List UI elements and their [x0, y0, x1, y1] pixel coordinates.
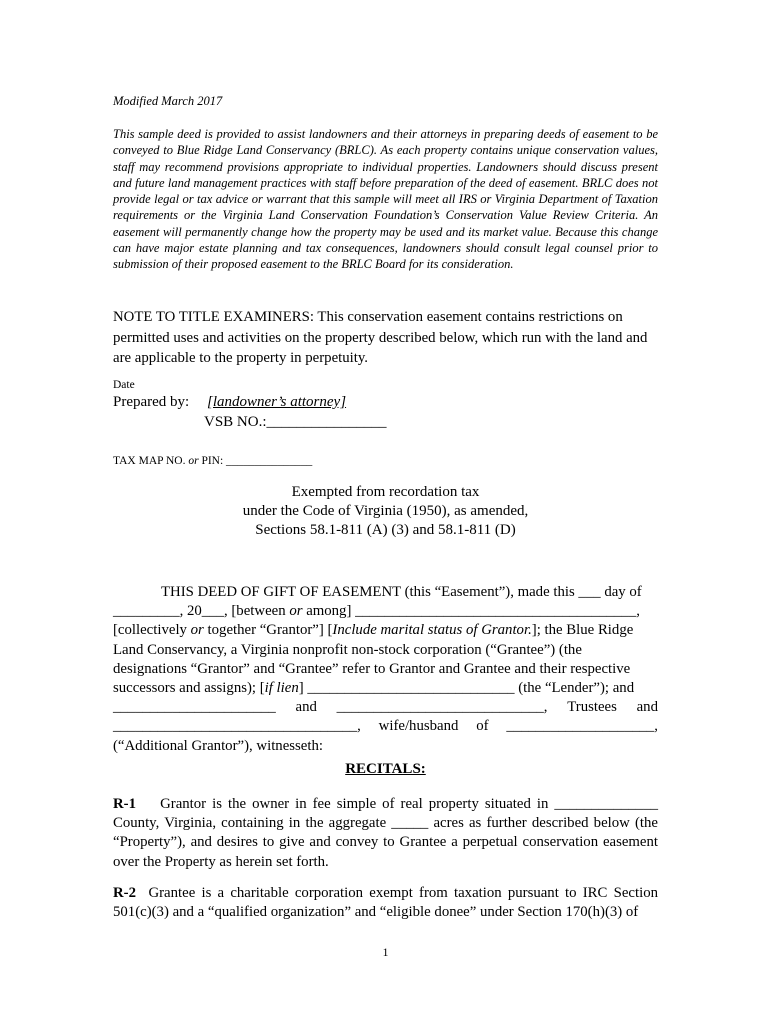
deed-line-5-text: designations “Grantor” and “Grantee” refer to Grantor and Grantee and their respective [113, 660, 631, 677]
recital-r1-label: R-1 [113, 796, 137, 812]
recital-r1 [113, 795, 658, 872]
recitals-heading: RECITALS: [345, 761, 426, 777]
deed-wife-husband: wife/husband [378, 718, 459, 735]
exempt-line-2: under the Code of Virginia (1950), as amended, [242, 503, 529, 520]
deed-of-blank: ____________________, [506, 718, 658, 735]
deed-trustee-blank-2: ____________________________, [336, 699, 548, 716]
deed-line-9: (“Additional Grantor”), witnesseth: [113, 737, 323, 754]
recital-r1-text: Grantor is the owner in fee simple of real property situated in ______________ County, Virginia, containing in the aggregate _____ acres as further described below (the “Property”), and desires to give and convey to Grantee a perpetual conservation easement over the Property as herein set forth. [113, 796, 658, 870]
recital-r2-label: R-2 [113, 885, 137, 901]
deed-collectively: [collectively [113, 622, 187, 639]
deed-and-2: and [636, 699, 658, 716]
deed-of: of [476, 718, 489, 735]
deed-trustees: Trustees [567, 699, 617, 716]
deed-or-2: or [190, 622, 204, 639]
deed-preamble [113, 583, 658, 756]
deed-trustee-blank-1: ______________________ [113, 699, 276, 716]
deed-line-3 [113, 621, 658, 640]
deed-blue-ridge: ]; the Blue Ridge [531, 622, 634, 639]
recital-r2-text: Grantee is a charitable corporation exempt from taxation pursuant to IRC Section 501(c)(3) and a “qualified organization” and “eligible donee” under Section 170(h)(3) of [113, 885, 658, 921]
deed-line-6-text [113, 679, 634, 698]
deed-line-8 [113, 717, 658, 736]
date-label: Date [113, 379, 135, 391]
deed-date-blank: _________, 20___, [between [113, 603, 286, 620]
deed-line-6 [113, 679, 658, 698]
deed-if-lien: if lien [264, 680, 299, 697]
deed-or: or [289, 603, 303, 620]
deed-among-blank: among] ______________________________________, [306, 603, 640, 620]
deed-lender-blank: ] ____________________________ (the “Lender”); and [298, 680, 635, 697]
deed-line-4 [113, 641, 658, 660]
deed-successors: successors and assigns); [ [113, 680, 265, 697]
deed-line-2-start [113, 602, 640, 621]
modified-date: Modified March 2017 [113, 94, 223, 108]
title-examiners-note: NOTE TO TITLE EXAMINERS: This conservation easement contains restrictions on permitted uses and activities on the property described below, which run with the land and are applicable to the property in perpetuity. [113, 309, 648, 366]
prepared-by-value: [landowner’s attorney] [207, 394, 347, 410]
deed-line-3-text [113, 621, 633, 640]
exempt-line-3: Sections 58.1-811 (A) (3) and 58.1-811 (D) [255, 522, 516, 539]
deed-and-1: and [295, 699, 317, 716]
tax-map-label: TAX MAP NO. [113, 455, 186, 467]
deed-line-5 [113, 660, 658, 679]
prepared-by [113, 394, 346, 411]
prepared-by-label: Prepared by: [113, 394, 190, 410]
deed-line-1: THIS DEED OF GIFT OF EASEMENT (this “Easement”), made this ___ day of [161, 584, 642, 600]
deed-line-7 [113, 698, 658, 717]
deed-spouse-blank: _________________________________, [113, 718, 361, 735]
deed-line-4-text: Land Conservancy, a Virginia nonprofit non-stock corporation (“Grantee”) (the [113, 641, 582, 658]
deed-line-2 [113, 602, 658, 621]
recital-r2 [113, 884, 658, 922]
tax-map-or: or [188, 455, 199, 467]
deed-together-grantor: together “Grantor”] [ [207, 622, 333, 639]
page-number: 1 [382, 945, 389, 959]
tax-map-line [113, 455, 312, 467]
recordation-exemption [113, 483, 658, 541]
vsb-number: VSB NO.:________________ [204, 414, 387, 430]
intro-disclaimer: This sample deed is provided to assist landowners and their attorneys in preparing deeds of easement to be conveyed to Blue Ridge Land Conservancy (BRLC). As each property contains unique conservation values, staff may recommend provisions appropriate to individual properties. Landowners should discuss present and future land management practices with staff before preparation of the deed of easement. BRLC does not provide legal or tax advice or warrant that this sample will meet all IRS or Virginia Department of Taxation requirements or the Virginia Land Conservation Foundation’s Conservation Value Review Criteria. An easement will permanently change how the property may be used and its market value. Because this change can have major estate planning and tax consequences, landowners should consult legal counsel prior to submission of their proposed easement to the BRLC Board for its consideration. [113, 127, 658, 272]
exempt-line-1: Exempted from recordation tax [291, 484, 480, 500]
deed-marital-status: Include marital status of Grantor. [332, 622, 532, 639]
tax-map-pin: PIN: _______________ [201, 455, 313, 467]
